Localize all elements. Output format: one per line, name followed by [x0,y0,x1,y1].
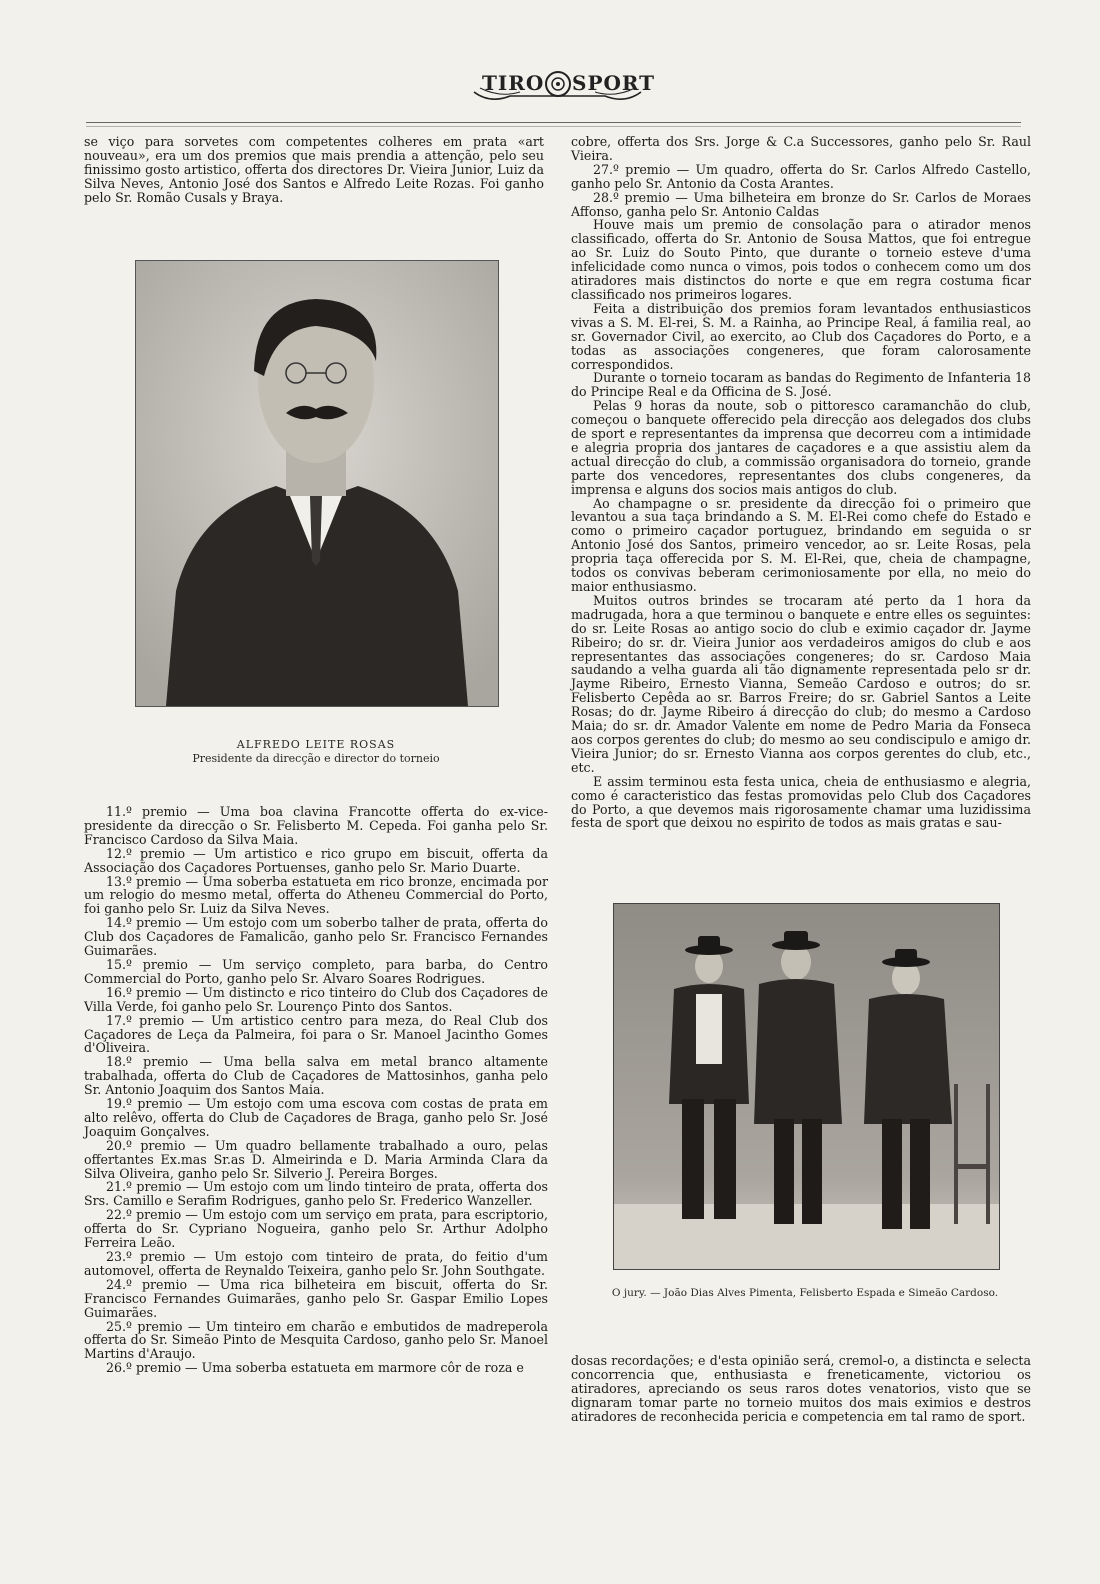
prize-paragraph: 26.º premio — Uma soberba estatueta em marmore côr de roza e [106,1360,524,1376]
paragraph: cobre, offerta dos Srs. Jorge & C.a Successores, ganho pelo Sr. Raul Vieira. [571,134,1031,163]
masthead-emblem [470,62,656,110]
prize-paragraph: 12.º premio — Um artistico e rico grupo em biscuit, offerta da Associação dos Caçadores Portuenses, ganho pelo Sr. Mario Duarte. [84,845,548,875]
prize-paragraph: 13.º premio — Uma soberba estatueta em rico bronze, encimada por um relogio do mesmo metal, offerta do Atheneu Commercial do Porto, foi ganho pelo Sr. Luiz da Silva Neves. [84,873,548,917]
jury-caption: O jury. — João Dias Alves Pimenta, Felisberto Espada e Simeão Cardoso. [611,1287,999,1299]
left-column-bottom [84,805,548,1375]
paragraph: dosas recordações; e d'esta opinião será, cremol-o, a distincta e selecta concorrencia que, enthusiasta e freneticamente, victoriou os atiradores, apreciando os seus raros dotes venatorios, visto que se dignaram tomar parte no torneio muitos dos mais eximios e destros atiradores de reconhecida pericia e competencia em tal ramo de sport. [571,1353,1031,1424]
left-column-top [84,135,544,205]
right-column [571,135,1031,830]
prize-paragraph: 15.º premio — Um serviço completo, para barba, do Centro Commercial do Porto, ganho pelo Sr. Alvaro Soares Rodrigues. [84,956,548,986]
prize-paragraph: 20.º premio — Um quadro bellamente trabalhado a ouro, pelas offertantes Ex.mas Sr.as D. Almeirinda e D. Maria Arminda Clara da Silva Oliveira, ganho pelo Sr. Silverio J. Pereira Borges. [84,1137,548,1181]
paragraph: E assim terminou esta festa unica, cheia de enthusiasmo e alegria, como é caracteristico das festas promovidas pelo Club dos Caçadores do Porto, a que devemos mais rigorosamente chamar uma luzidissima festa de sport que deixou no espirito de todos as mais gratas e sau- [571,773,1031,831]
paragraph: Durante o torneio tocaram as bandas do Regimento de Infanteria 18 do Principe Real e da Officina de S. José. [571,370,1031,400]
prize-paragraph: 21.º premio — Um estojo com um lindo tinteiro de prata, offerta dos Srs. Camillo e Serafim Rodrigues, ganho pelo Sr. Frederico Wanzeller. [84,1179,548,1209]
prize-paragraph: 19.º premio — Um estojo com uma escova com costas de prata em alto relêvo, offerta do Club de Caçadores de Braga, ganho pelo Sr. José Joaquim Gonçalves. [84,1096,548,1139]
paragraph: Ao champagne o sr. presidente da direcção foi o primeiro que levantou a sua taça brindando a S. M. El-Rei como chefe do Estado e como o primeiro caçador portuguez, brindando em seguida o sr Antonio José dos Santos, primeiro vencedor, ao sr. Leite Rosas, pela propria taça offerecida por S. M. El-Rei, que, cheia de champagne, todos os convivas beberam cerimoniosamente por ella, no meio do maior enthusiasmo. [571,495,1031,594]
paragraph: 28.º premio — Uma bilheteira em bronze do Sr. Carlos de Moraes Affonso, ganha pelo Sr. Antonio Caldas [571,189,1031,219]
portrait-caption [135,738,497,766]
jury-photo [613,903,1000,1270]
prize-paragraph: 23.º premio — Um estojo com tinteiro de prata, do feitio d'um automovel, offerta de Reynaldo Teixeira, ganho pelo Sr. John Southgate. [84,1249,548,1278]
paragraph: 27.º premio — Um quadro, offerta do Sr. Carlos Alfredo Castello, ganho pelo Sr. Antonio da Costa Arantes. [571,161,1031,191]
prize-paragraph: 16.º premio — Um distincto e rico tinteiro do Club dos Caçadores de Villa Verde, foi ganho pelo Sr. Lourenço Pinto dos Santos. [84,984,548,1014]
svg-text:SPORT: SPORT [572,71,656,95]
prize-paragraph: 17.º premio — Um artistico centro para meza, do Real Club dos Caçadores de Leça da Palmeira, foi para o Sr. Manoel Jacintho Gomes d'Oliveira. [84,1012,548,1056]
prize-paragraph: 18.º premio — Uma bella salva em metal branco altamente trabalhada, offerta do Club de Caçadores de Mattosinhos, ganha pelo Sr. Antonio Joaquim dos Santos Maia. [84,1054,548,1098]
paragraph: Pelas 9 horas da noute, sob o pittoresco caramanchão do club, começou o banquete offerecido pela direcção aos delegados dos clubs de sport e representantes da imprensa que decorreu com a intimidade e alegria propria dos jantares de caçadores e a que assistiu alem da actual direcção do club, a commissão organisadora do torneio, grande parte dos vencedores, representantes dos clubs congeneres, da imprensa e alguns dos socios mais antigos do club. [571,398,1031,497]
caption-name: ALFREDO LEITE ROSAS [236,738,396,751]
paragraph: Muitos outros brindes se trocaram até perto da 1 hora da madrugada, hora a que terminou o banquete e entre elles os seguintes: do sr. Leite Rosas ao antigo socio do club e eximio caçador dr. Jayme Ribeiro; do sr. dr. Vieira Junior aos verdadeiros amigos do club e aos representantes das associações congeneres; do sr. Cardoso Maia saudando a velha guarda ali tão dignamente representada pelo sr dr. Jayme Ribeiro, Ernesto Vianna, Semeão Cardoso e outros; do sr. Felisberto Cepêda ao sr. Barros Freire; do sr. Gabriel Santos a Leite Rosas; do dr. Jayme Ribeiro á direcção do club; do mesmo a Cardoso Maia; do sr. dr. Amador Valente em nome de Pedro Maria da Fonseca aos corpos gerentes do club; do mesmo ao seu condiscipulo e amigo dr. Vieira Junior; do sr. Ernesto Vianna aos corpos gerentes do club, etc., etc. [571,592,1031,775]
header-rule [86,122,1021,123]
paragraph: Houve mais um premio de consolação para o atirador menos classificado, offerta do Sr. Antonio de Sousa Mattos, que foi entregue ao Sr. Luiz do Souto Pinto, que durante o torneio esteve d'uma infelicidade como nunca o vimos, pois todos o conhecem como um dos atiradores mais distinctos do norte e que em regra costuma ficar classificado nos primeiros logares. [571,217,1031,302]
prize-paragraph: 11.º premio — Uma boa clavina Francotte offerta do ex-vice-presidente da direcção o Sr. Felisberto M. Cepeda. Foi ganha pelo Sr. Francisco Cardoso da Silva Maia. [84,804,548,847]
masthead-logo [470,62,656,110]
portrait-photo [135,260,499,707]
prize-paragraph: 25.º premio — Um tinteiro em charão e embutidos de madreperola offerta do Sr. Simeão Pinto de Mesquita Cardoso, ganho pelo Sr. Manoel Martins d'Araujo. [84,1318,548,1362]
prize-paragraph: 22.º premio — Um estojo com um serviço em prata, para escriptorio, offerta do Sr. Cypriano Nogueira, ganho pelo Sr. Arthur Adolpho Ferreira Leão. [84,1207,548,1251]
svg-text:TIRO: TIRO [482,71,545,95]
paragraph: se viço para sorvetes com competentes colheres em prata «art nouveau», era um dos premios que mais prendia a attenção, pelo seu finissimo gosto artistico, offerta dos directores Dr. Vieira Junior, Luiz da Silva Neves, Antonio José dos Santos e Alfredo Leite Rozas. Foi ganho pelo Sr. Romão Cusals y Braya. [84,134,544,205]
paragraph: Feita a distribuição dos premios foram levantados enthusiasticos vivas a S. M. El-rei, S. M. a Rainha, ao Principe Real, á familia real, ao sr. Governador Civil, ao exercito, ao Club dos Caçadores do Porto, e a todas as associações congeneres, que foram calorosamente correspondidos. [571,300,1031,372]
caption-role: Presidente da direcção e director do torneio [192,752,440,765]
prize-paragraph: 14.º premio — Um estojo com um soberbo talher de prata, offerta do Club dos Caçadores de Famalicão, ganho pelo Sr. Francisco Fernandes Guimarães. [84,915,548,959]
right-column-bottom [571,1354,1031,1424]
prize-paragraph: 24.º premio — Uma rica bilheteira em biscuit, offerta do Sr. Francisco Fernandes Guimarães, ganho pelo Sr. Gaspar Emilio Lopes Guimarães. [84,1276,548,1320]
header-rule-thin [86,126,1021,127]
